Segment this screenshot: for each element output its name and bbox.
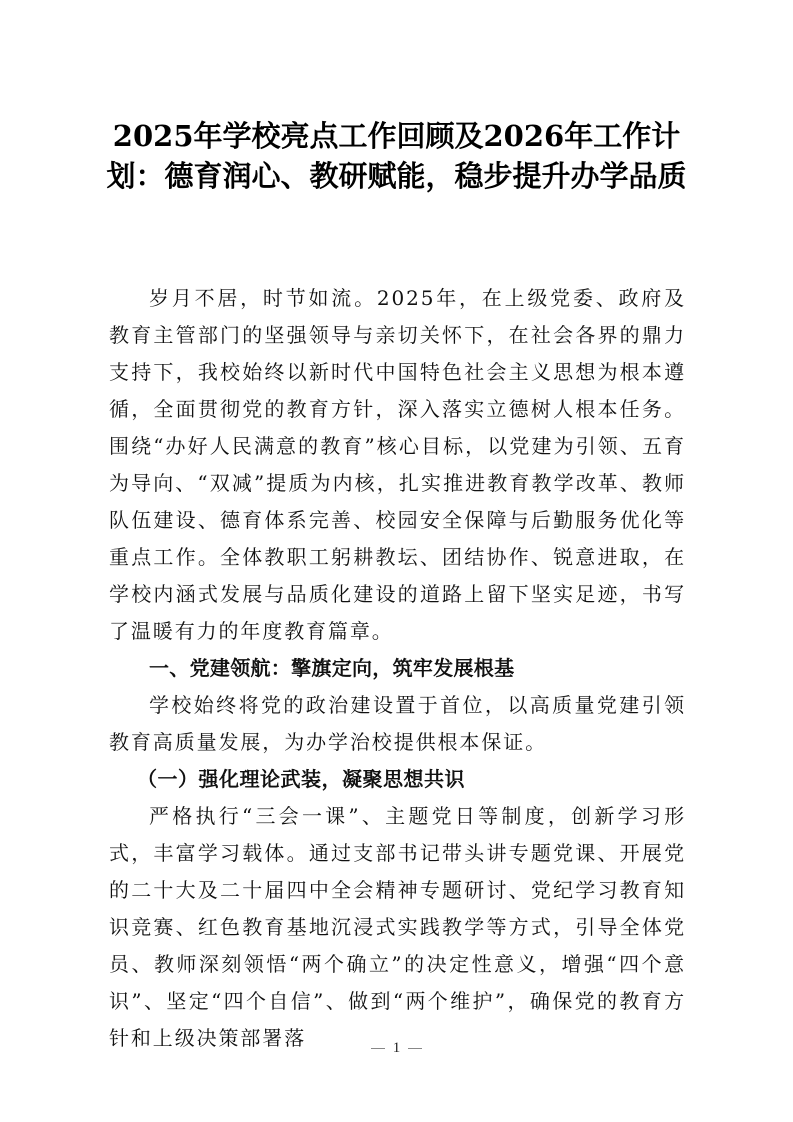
subsection-heading-1: （一）强化理论武装，凝聚思想共识 xyxy=(137,767,465,791)
subsection-1-paragraph: 严格执行“三会一课”、主题党日等制度，创新学习形式，丰富学习载体。通过支部书记带头讲专题党课、开展党的二十大及二十届四中全会精神专题研讨、党纪学习教育知识竞赛、红色教育基地沉浸式实践教学等方式，引导全体党员、教师深刻领悟“两个确立”的决定性意义，增强“四个意识”、坚定“四个自信”、做到“两个维护”，确保党的教育方针和上级决策部署落 xyxy=(109,804,686,1050)
section-1-paragraph: 学校始终将党的政治建设置于首位，以高质量党建引领教育高质量发展，为办学治校提供根本保证。 xyxy=(109,693,686,754)
page-footer xyxy=(0,1040,793,1057)
document-body xyxy=(109,280,686,1057)
section-heading-1: 一、党建领航：擎旗定向，筑牢发展根基 xyxy=(149,656,515,680)
dash-left xyxy=(371,1048,385,1049)
dash-right xyxy=(408,1048,422,1049)
intro-paragraph: 岁月不居，时节如流。2025年，在上级党委、政府及教育主管部门的坚强领导与亲切关怀下，在社会各界的鼎力支持下，我校始终以新时代中国特色社会主义思想为根本遵循，全面贯彻党的教育方针，深入落实立德树人根本任务。围绕“办好人民满意的教育”核心目标，以党建为引领、五育为导向、“双减”提质为内核，扎实推进教育教学改革、教师队伍建设、德育体系完善、校园安全保障与后勤服务优化等重点工作。全体教职工躬耕教坛、团结协作、锐意进取，在学校内涵式发展与品质化建设的道路上留下坚实足迹，书写了温暖有力的年度教育篇章。 xyxy=(109,286,686,643)
document-title: 2025年学校亮点工作回顾及2026年工作计划：德育润心、教研赋能，稳步提升办学品质 xyxy=(106,119,687,193)
page-number: 1 xyxy=(392,1040,401,1056)
